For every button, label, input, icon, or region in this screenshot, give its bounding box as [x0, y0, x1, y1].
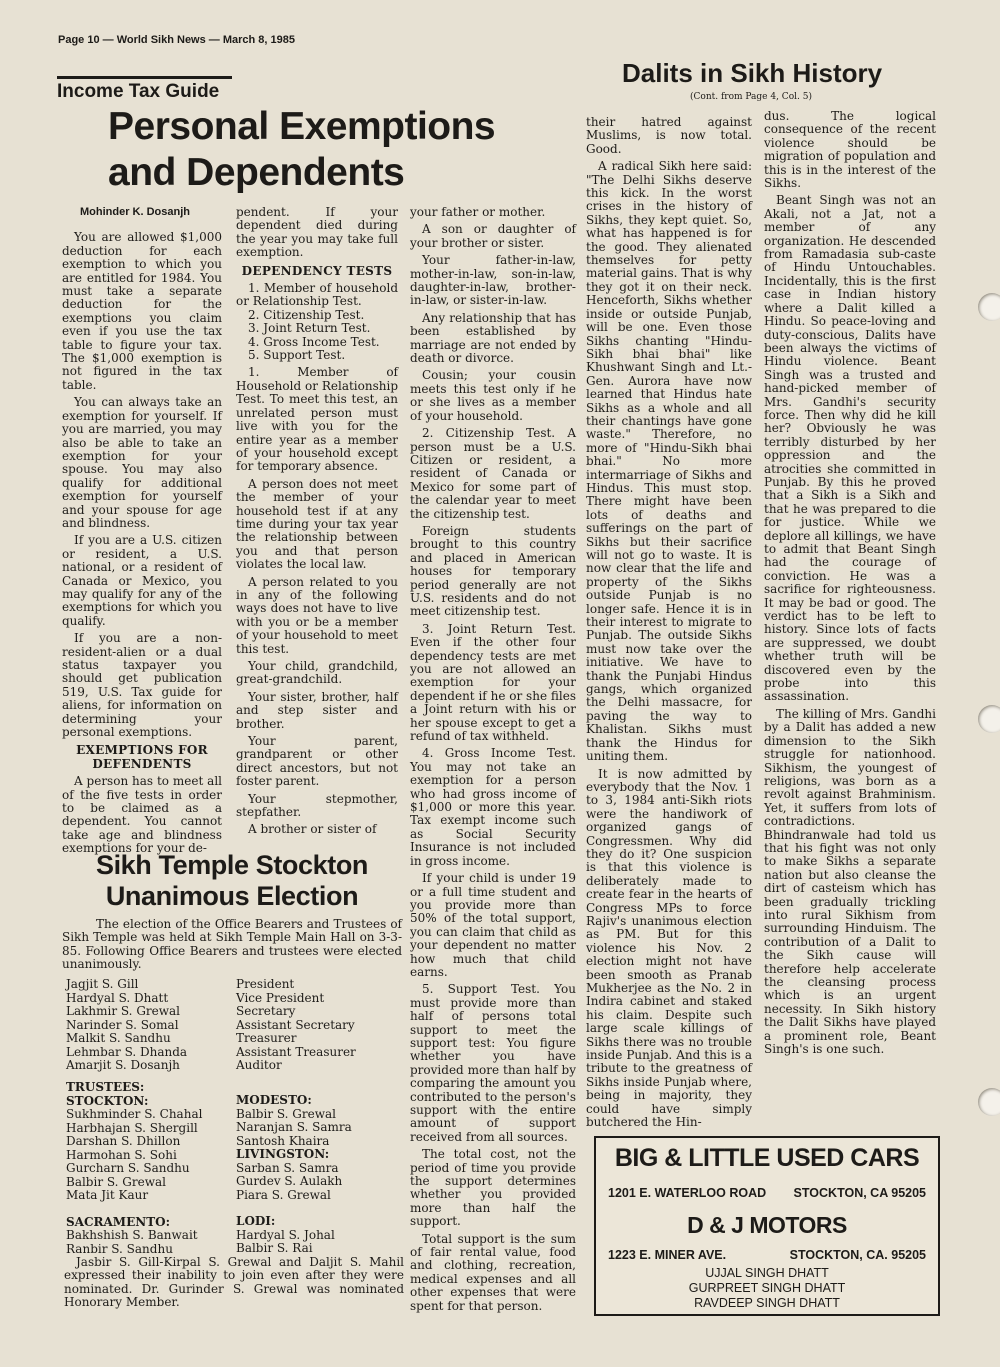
trustee-name: Harmohan S. Sohi	[66, 1147, 177, 1162]
paragraph: your father or mother.	[410, 205, 546, 219]
list-item: 3. Joint Return Test.	[248, 321, 371, 336]
byline: Mohinder K. Dosanjh	[80, 206, 190, 218]
trustee-name: Gurcharn S. Sandhu	[66, 1161, 190, 1175]
paragraph: Your sister, brother, half and step sister and brother.	[236, 689, 398, 731]
officer-row	[66, 1019, 396, 1033]
paragraph: Total support is the sum of fair rental value, food and clothing, recreation, medical expenses and all other expenses that were spent for that person.	[410, 1231, 576, 1313]
trustee-name: Ranbir S. Sandhu	[66, 1241, 173, 1256]
paragraph: their hatred against Muslims, is now total. Good.	[586, 115, 752, 156]
paragraph: Jasbir S. Gill-Kirpal S. Grewal and Daljit S. Mahil expressed their inability to join even after they were nominated. Dr. Gurinder S. Grewal was nominated Honorary Member.	[64, 1255, 404, 1310]
trustee-name: Santosh Khaira	[236, 1133, 330, 1148]
officer-row	[66, 1032, 396, 1046]
paragraph: If you are a non-resident-alien or a dual status taxpayer you should get publication 519, U.S. Tax guide for aliens, for information on determining your personal exemptions.	[62, 631, 222, 740]
trustee-name: Mata Jit Kaur	[66, 1188, 149, 1202]
paragraph: 5. Support Test. You must provide more than half of persons total support to meet the support test: You figure whether you have provided more than half by comparing the amount you contributed to the person's support with the entire amount of support received from all sources.	[410, 982, 576, 1144]
owner-name: GURPREET SINGH DHATT	[688, 1281, 846, 1295]
ad-address: 1201 E. WATERLOO ROAD	[608, 1186, 767, 1200]
officer-name: Narinder S. Somal	[66, 1017, 179, 1032]
paragraph: Your stepmother, stepfather.	[236, 791, 398, 820]
trustee-name: Naranjan S. Samra	[236, 1120, 352, 1134]
dependency-tests-list	[236, 282, 398, 362]
trustee-name: Balbir S. Grewal	[66, 1174, 166, 1189]
officer-row	[66, 1046, 396, 1060]
paragraph: A person does not meet the member of your household test if at any time during your tax year the relationship between you and that person violates the local law.	[236, 476, 398, 572]
tax-headline: Personal Exemptions and Dependents	[108, 105, 496, 194]
subheading: DEPENDENCY TESTS	[241, 263, 393, 278]
list-item: 2. Citizenship Test.	[248, 307, 365, 322]
paragraph: A person has to meet all of the five tests in order to be claimed as a dependent. You cannot take age and blindness exemptions for your de-	[62, 774, 222, 856]
trustees-label: TRUSTEES:	[66, 1080, 145, 1094]
stockton-headline: Sikh Temple Stockton Unanimous Election	[95, 850, 369, 911]
paragraph: Cousin; your cousin meets this test only if he or she lives as a member of your household.	[410, 368, 576, 423]
list-item: 5. Support Test.	[248, 348, 346, 363]
trustee-name: Gurdev S. Aulakh	[236, 1174, 343, 1188]
paragraph: Your child, grandchild, great-grandchild.	[236, 659, 398, 687]
page-header: Page 10 — World Sikh News — March 8, 1985	[58, 34, 295, 46]
owner-name: RAVDEEP SINGH DHATT	[694, 1296, 840, 1310]
officer-role: Treasurer	[236, 1031, 297, 1045]
trustee-name: Balbir S. Grewal	[236, 1106, 336, 1121]
officers-list	[66, 978, 396, 1073]
paragraph: dus. The logical consequence of the recent violence should be migration of population and this is in the interest of the Sikhs.	[764, 109, 936, 191]
dalits-column-1	[586, 116, 752, 1133]
officer-role: Assistant Treasurer	[236, 1044, 356, 1059]
paragraph: 3. Joint Return Test. Even if the other four dependency tests are met you are not allowed an exemption for your dependent if he or she files a Joint return with his or her spouse except to get a refund of tax withheld.	[410, 621, 576, 744]
officer-role: Assistant Secretary	[236, 1017, 355, 1032]
trustee-name: Hardyal S. Johal	[236, 1227, 335, 1242]
officer-row	[66, 1005, 396, 1019]
group-label: LIVINGSTON:	[236, 1147, 330, 1161]
officer-role: Vice President	[236, 990, 325, 1005]
paragraph: If your child is under 19 or a full time student and you provide more than 50% of the total support, you can claim that child as your dependent no matter how much that child earns.	[410, 871, 576, 979]
owner-name: UJJAL SINGH DHATT	[705, 1266, 829, 1280]
dalits-column-2	[764, 110, 936, 1060]
paragraph: A person related to you in any of the following ways does not have to live with you or be a member of your household to meet this test.	[236, 574, 398, 656]
group-label: LODI:	[236, 1214, 276, 1228]
list-item: 1. Member of household or Relationship Test.	[236, 281, 398, 309]
ad-address-row-2	[608, 1248, 926, 1262]
trustee-name: Piara S. Grewal	[236, 1187, 331, 1202]
paragraph: 1. Member of Household or Relationship Test. To meet this test, an unrelated person must live with you for the entire year as a member of your household except for temporary absence.	[236, 365, 398, 474]
paragraph: Your parent, grandparent or other direct ancestors, but not foster parent.	[236, 734, 398, 789]
ad-city: STOCKTON, CA. 95205	[789, 1248, 926, 1262]
ad-title-1: BIG & LITTLE USED CARS	[614, 1144, 920, 1172]
tax-column-1	[62, 206, 222, 860]
paragraph: A radical Sikh here said: "The Delhi Sikhs deserve this kick. In the worst crises in the history of Sikhs, they kept quiet. So, what has happened is for the good. They alienated themselves for petty material gains. That is why they got it on their neck. Henceforth, Sikhs whether inside or outside Punjab, will be one. Even those Sikhs chanting "Hindu-Sikh bhai bhai" like Khushwant Singh and Lt.-Gen. Aurora have now learned that Hindus hate Sikhs as a whole and all their chantings have gone waste." Therefore, no more of "Hindu-Sikh bhai bhai." No more intermarriage of Sikhs and Hindus. This must stop. There might have been lots of deaths and sufferings on the part of Sikhs but their sacrifice will not go to waste. It is now clear that the life and property of the Sikhs outside Punjab is no longer safe. Hence it is in their interest to migrate to Punjab. The outside Sikhs must now take over the initiative. We have to thank the Punjabi Hindus gangs, which organized the Delhi massacre, for paving the way to Khalistan. Sikhs must thank the Hindus for uniting them.	[586, 159, 752, 764]
officer-name: Amarjit S. Dosanjh	[66, 1058, 180, 1072]
officer-role: Secretary	[236, 1004, 296, 1018]
officer-name: Hardyal S. Dhatt	[66, 990, 169, 1005]
paragraph: 4. Gross Income Test. You may not take an exemption for a person who had gross income of $1,000 or more this year. Tax exempt income such as Social Security Insurance is not included in gross income.	[410, 746, 576, 868]
ad-address: 1223 E. MINER AVE.	[608, 1248, 727, 1262]
trustees-right-column	[236, 1094, 406, 1256]
trustee-name: Sukhminder S. Chahal	[66, 1107, 203, 1121]
officer-role: Auditor	[236, 1058, 282, 1072]
subheading: EXEMPTIONS FOR DEFENDENTS	[76, 743, 208, 771]
paragraph: Foreign students brought to this country and placed in American houses for temporary period generally are not U.S. residents and do not meet citizenship test.	[410, 523, 576, 619]
trustee-name: Bakhshish S. Banwait	[66, 1228, 198, 1242]
ad-city: STOCKTON, CA 95205	[793, 1186, 926, 1200]
paragraph: Beant Singh was not an Akali, not a Jat, not a member of any organization. He descended from Ramadasia sub-caste of Hindu Untouchables. Incidentally, this is the first case in Indian history where a Dalit killed a Hindu. So peace-loving and duty-conscious, Dalits have been always the victims of Hindu violence. Beant Singh was a trusted and hand-picked member of Mrs. Gandhi's security force. Then why did he kill her? Obviously he was terribly disturbed by her oppression and the atrocities she committed in Punjab. By this he proved that a Sikh is a Sikh and that he was prepared to die for justice. While we deplore all killings, we have to admit that Beant Singh had the courage of conviction. He was a sacrifice for righteousness. It may be bad or good. The verdict has to be left to history. Since lots of facts are suppressed, we doubt whether truth will be discovered even by the probe into this assassination.	[764, 193, 936, 704]
ad-address-row-1	[608, 1186, 926, 1200]
paragraph: You are allowed $1,000 deduction for each exemption to which you are entitled for 1984. You must take a separate deduction for the exemptions you claim even if you use the tax table to figure your tax. The $1,000 exemption is not figured in the tax table.	[62, 230, 222, 392]
binder-hole	[978, 1088, 1000, 1116]
officer-name: Lakhmir S. Grewal	[66, 1004, 180, 1018]
car-dealer-ad	[594, 1136, 940, 1316]
binder-hole	[978, 705, 1000, 733]
binder-hole	[978, 293, 1000, 321]
list-item: 4. Gross Income Test.	[248, 334, 380, 349]
officer-name: Malkit S. Sandhu	[66, 1031, 171, 1045]
ad-title-2: D & J MOTORS	[687, 1212, 847, 1238]
officer-name: Lehmbar S. Dhanda	[66, 1044, 188, 1059]
paragraph: pendent. If your dependent died during the year you may take full exemption.	[236, 205, 398, 260]
paragraph: The killing of Mrs. Gandhi by a Dalit has added a new dimension to the Sikh struggle for nationhood. Sikhism, the youngest of religions, was born as a revolt against Brahminism. Yet, it suffers from lots of contradictions. Bhindranwale had told us that his fight was not only to make Sikhs a separate nation but also cleanse the dirt of casteism which has been gradually trickling into rural Sikhism from surrounding Hinduism. The contribution of a Dalit to the Sikh cause will therefore help accelerate the cleansing process which is an urgent necessity. In Sikh history the Dalit Sikhs have played a prominent role, Beant Singh's is one such.	[764, 706, 936, 1057]
ad-owners	[596, 1266, 938, 1311]
officer-role: President	[236, 977, 295, 991]
stockton-intro	[62, 918, 402, 972]
trustee-name: Balbir S. Rai	[236, 1241, 313, 1255]
dalits-headline: Dalits in Sikh History	[622, 58, 883, 88]
section-kicker: Income Tax Guide	[57, 76, 232, 103]
trustees-left-column	[66, 1081, 236, 1256]
paragraph: The total cost, not the period of time you provide the support determines whether you provided more than half the support.	[410, 1147, 576, 1229]
paragraph: You can always take an exemption for yourself. If you are married, you may also be able to take an exemption for your spouse. You may also qualify for additional exemption for yourself and your spouse for age and blindness.	[62, 395, 222, 530]
tax-column-2	[236, 206, 398, 841]
trustee-name: Darshan S. Dhillon	[66, 1134, 181, 1148]
trustee-name: Harbhajan S. Shergill	[66, 1120, 198, 1135]
paragraph: A son or daughter of your brother or sister.	[410, 222, 576, 250]
trustee-name: Sarban S. Samra	[236, 1160, 339, 1175]
paragraph: Your father-in-law, mother-in-law, son-in-law, daughter-in-law, brother-in-law, or sister-in-law.	[410, 253, 576, 308]
tax-column-3	[410, 206, 576, 1317]
officer-row	[66, 978, 396, 992]
paragraph: It is now admitted by everybody that the Nov. 1 to 3, 1984 anti-Sikh riots were the handiwork of organized gangs of Congressmen. Why did they do it? One suspicion is that this violence is deliberately made to create fear in the hearts of Congress MPs to force Rajiv's unanimous election as PM. But for this violence his Nov. 2 election might not have been smooth as Pranab Mukherjee as the No. 2 in Indira cabinet and staked his claim. Despite such large scale killings of Sikhs there was no trouble inside Punjab. And this is a tribute to the greatness of Sikhs inside Punjab where, being in majority, they could have simply butchered the Hin-	[586, 766, 752, 1130]
paragraph: The election of the Office Bearers and Trustees of Sikh Temple was held at Sikh Temple Main Hall on 3-3-85. Following Office Bearers and trustees were elected unanimously.	[62, 917, 402, 972]
officer-row	[66, 992, 396, 1006]
group-label: MODESTO:	[236, 1093, 312, 1107]
paragraph: A brother or sister of	[248, 822, 377, 837]
paragraph: 2. Citizenship Test. A person must be a U.S. Citizen or resident, a resident of Canada or Mexico for some part of the calendar year to meet the citizenship test.	[410, 426, 576, 521]
group-label: STOCKTON:	[66, 1093, 149, 1108]
group-label: SACRAMENTO:	[66, 1214, 171, 1229]
stockton-footer	[64, 1256, 404, 1310]
paragraph: If you are a U.S. citizen or resident, a U.S. national, or a resident of Canada or Mexico, you may qualify for any of the exemptions for which you qualify.	[62, 533, 222, 628]
dalits-continuation-note: (Cont. from Page 4, Col. 5)	[690, 92, 812, 102]
paragraph: Any relationship that has been established by marriage are not ended by death or divorce.	[410, 310, 576, 366]
officer-name: Jagjit S. Gill	[66, 977, 139, 991]
officer-row	[66, 1059, 396, 1073]
